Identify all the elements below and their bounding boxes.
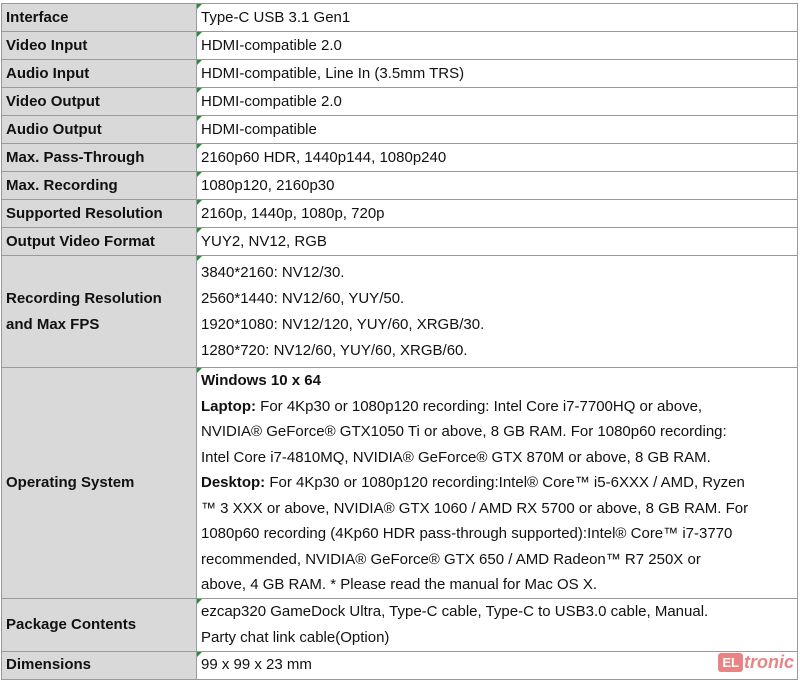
table-row — [2, 172, 798, 200]
desktop-text: ™ 3 XXX or above, NVIDIA® GTX 1060 / AMD RX 5700 or above, 8 GB RAM. For — [201, 499, 749, 517]
table-row — [2, 32, 798, 60]
row-value: Type-C USB 3.1 Gen1 — [197, 4, 798, 32]
row-value: 99 x 99 x 23 mm — [197, 651, 798, 679]
row-value: 2160p60 HDR, 1440p144, 1080p240 — [197, 144, 798, 172]
spec-table — [1, 3, 798, 680]
package-line: Party chat link cable(Option) — [201, 628, 390, 646]
table-row — [2, 88, 798, 116]
package-line: ezcap320 GameDock Ultra, Type-C cable, Type-C to USB3.0 cable, Manual. — [201, 602, 709, 620]
table-row — [2, 4, 798, 32]
watermark-logo — [718, 649, 794, 675]
recording-line: 3840*2160: NV12/30. — [201, 263, 345, 281]
table-row — [2, 144, 798, 172]
desktop-text: recommended, NVIDIA® GeForce® GTX 650 / AMD Radeon™ R7 250X or — [201, 550, 701, 568]
row-value — [197, 256, 798, 368]
row-label: Operating System — [2, 368, 197, 599]
row-value: 1080p120, 2160p30 — [197, 172, 798, 200]
row-value: HDMI-compatible — [197, 116, 798, 144]
row-label: Video Input — [2, 32, 197, 60]
laptop-text: NVIDIA® GeForce® GTX1050 Ti or above, 8 GB RAM. For 1080p60 recording: — [201, 423, 727, 440]
row-value — [197, 598, 798, 651]
row-label: Max. Recording — [2, 172, 197, 200]
recording-label-line2: and Max FPS — [6, 315, 100, 333]
desktop-label: Desktop: — [201, 474, 266, 491]
watermark-text: tronic — [743, 651, 794, 672]
row-label: Output Video Format — [2, 228, 197, 256]
watermark-box: EL — [718, 653, 743, 672]
table-row — [2, 598, 798, 651]
row-value: 2160p, 1440p, 1080p, 720p — [197, 200, 798, 228]
os-title: Windows 10 x 64 — [201, 372, 321, 389]
table-row — [2, 60, 798, 88]
row-value: HDMI-compatible, Line In (3.5mm TRS) — [197, 60, 798, 88]
table-row — [2, 256, 798, 368]
row-label: Package Contents — [2, 598, 197, 651]
row-value: YUY2, NV12, RGB — [197, 228, 798, 256]
recording-label-line1: Recording Resolution — [6, 289, 162, 307]
row-value: HDMI-compatible 2.0 — [197, 88, 798, 116]
row-label: Dimensions — [2, 651, 197, 679]
laptop-label: Laptop: — [201, 397, 256, 415]
table-row — [2, 651, 798, 679]
recording-line: 1280*720: NV12/60, YUY/60, XRGB/60. — [201, 341, 468, 359]
table-row — [2, 116, 798, 144]
recording-line: 2560*1440: NV12/60, YUY/50. — [201, 289, 405, 307]
row-value: HDMI-compatible 2.0 — [197, 32, 798, 60]
row-label: Supported Resolution — [2, 200, 197, 228]
row-label: Audio Output — [2, 116, 197, 144]
row-label: Max. Pass-Through — [2, 144, 197, 172]
desktop-text: 1080p60 recording (4Kp60 HDR pass-through supported):Intel® Core™ i7-3770 — [201, 525, 733, 542]
desktop-text: above, 4 GB RAM. * Please read the manual for Mac OS X. — [201, 576, 598, 593]
laptop-text: Intel Core i7-4810MQ, NVIDIA® GeForce® GTX 870M or above, 8 GB RAM. — [201, 448, 711, 466]
desktop-text: For 4Kp30 or 1080p120 recording:Intel® Core™ i5-6XXX / AMD, Ryzen — [265, 474, 745, 491]
row-value — [197, 368, 798, 599]
laptop-text: For 4Kp30 or 1080p120 recording: Intel Core i7-7700HQ or above, — [255, 397, 703, 415]
row-label — [2, 256, 197, 368]
row-label: Audio Input — [2, 60, 197, 88]
recording-line: 1920*1080: NV12/120, YUY/60, XRGB/30. — [201, 315, 485, 333]
table-row — [2, 228, 798, 256]
row-label: Video Output — [2, 88, 197, 116]
table-row — [2, 368, 798, 599]
row-label: Interface — [2, 4, 197, 32]
table-row — [2, 200, 798, 228]
